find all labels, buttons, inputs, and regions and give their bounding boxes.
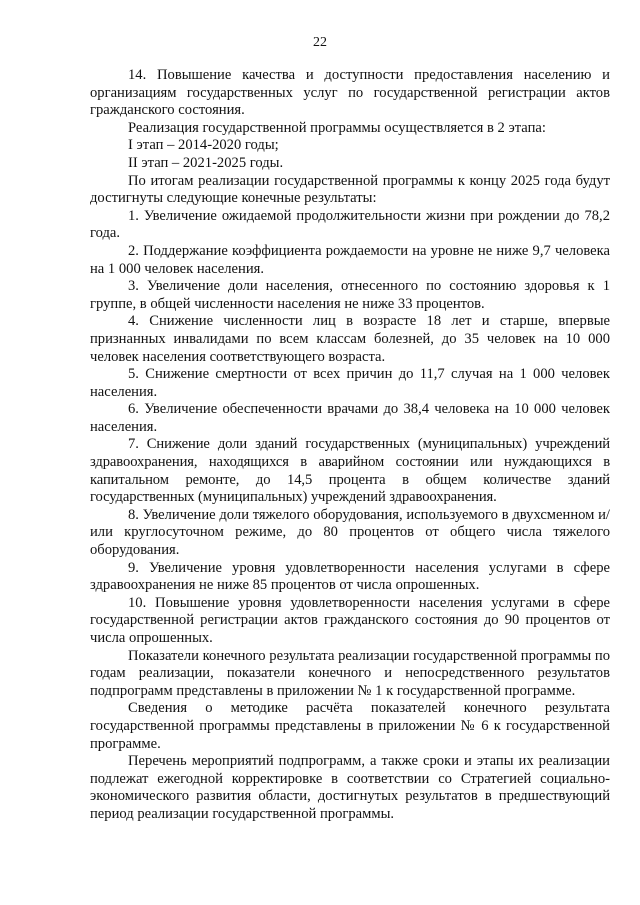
paragraph-result-10: 10. Повышение уровня удовлетворенности населения услугами в сфере государственной регистрации актов гражданского состояния до 90 процентов от числа опрошенных. — [90, 594, 610, 646]
paragraph-result-8: 8. Увеличение доли тяжелого оборудования, используемого в двухсменном и/или круглосуточном режиме, до 80 процентов от общего числа тяжелого оборудования. — [90, 506, 610, 559]
page-number: 22 — [313, 35, 327, 50]
paragraph-result-7: 7. Снижение доли зданий государственных (муниципальных) учреждений здравоохранения, находящихся в аварийном состоянии или нуждающихся в капитальном ремонте, до 14,5 процента в общем количестве зданий государственных (муниципальных) учреждений здравоохранения. — [90, 436, 610, 506]
paragraph-methodology: Сведения о методике расчёта показателей конечного результата государственной программы представлены в приложении № 6 к государственной программе. — [90, 700, 610, 752]
paragraph-result-6: 6. Увеличение обеспеченности врачами до 38,4 человека на 10 000 человек населения. — [90, 401, 610, 435]
paragraph-result-4: 4. Снижение численности лиц в возрасте 18 лет и старше, впервые признанных инвалидами по всем классам болезней, до 35 человек на 10 000 человек населения соответствующего возраста. — [90, 313, 610, 365]
paragraph-indicators: Показатели конечного результата реализации государственной программы по годам реализации, показатели конечного и непосредственного результатов подпрограмм представлены в приложении № 1 к государственной программе. — [90, 647, 610, 699]
paragraph-result-9: 9. Увеличение уровня удовлетворенности населения услугами в сфере здравоохранения не ниже 85 процентов от числа опрошенных. — [90, 559, 610, 594]
paragraph-stage-1: I этап – 2014-2020 годы; — [128, 137, 279, 154]
paragraph-result-3: 3. Увеличение доли населения, отнесенного по состоянию здоровья к 1 группе, в общей численности населения не ниже 33 процентов. — [90, 278, 610, 312]
document-body — [90, 67, 610, 824]
paragraph-result-5: 5. Снижение смертности от всех причин до 11,7 случая на 1 000 человек населения. — [90, 366, 610, 400]
paragraph-activities: Перечень мероприятий подпрограмм, а также сроки и этапы их реализации подлежат ежегодной корректировке в соответствии со Стратегией социально-экономического развития области, достигнутых результатов в предшествующий период реализации государственной программы. — [90, 753, 610, 822]
paragraph-result-2: 2. Поддержание коэффициента рождаемости на уровне не ниже 9,7 человека на 1 000 человек населения. — [90, 242, 610, 277]
paragraph-results-intro: По итогам реализации государственной программы к концу 2025 года будут достигнуты следующие конечные результаты: — [90, 172, 610, 207]
paragraph-result-1: 1. Увеличение ожидаемой продолжительности жизни при рождении до 78,2 года. — [90, 207, 610, 242]
paragraph-goal-14: 14. Повышение качества и доступности предоставления населению и организациям государственных услуг по государственной регистрации актов гражданского состояния. — [90, 67, 610, 119]
paragraph-stage-2: II этап – 2021-2025 годы. — [128, 154, 284, 171]
paragraph-stages-intro: Реализация государственной программы осуществляется в 2 этапа: — [128, 119, 546, 136]
